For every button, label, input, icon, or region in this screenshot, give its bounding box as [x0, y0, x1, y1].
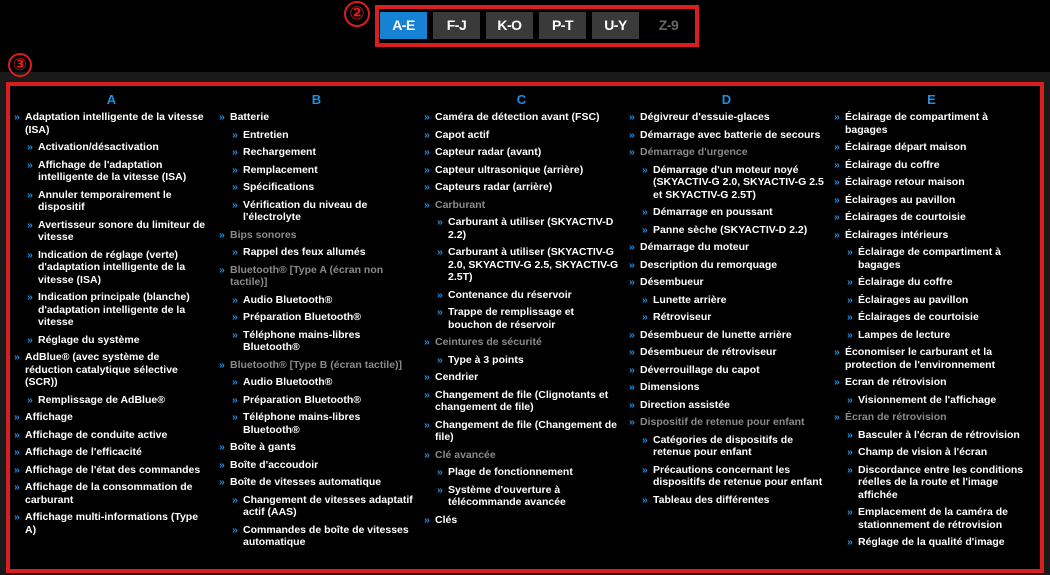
- index-entry-link[interactable]: » Adaptation intelligente de la vitesse (ISA): [14, 111, 209, 136]
- index-subentry-link[interactable]: » Remplacement: [232, 164, 414, 177]
- index-entry-link[interactable]: » Déverrouillage du capot: [629, 364, 824, 377]
- index-subentry-link[interactable]: » Préparation Bluetooth®: [232, 394, 414, 407]
- index-entry-link[interactable]: » Boîte à gants: [219, 441, 414, 454]
- index-subentry-link[interactable]: » Rétroviseur: [642, 311, 824, 324]
- index-subentry-link[interactable]: » Activation/désactivation: [27, 141, 209, 154]
- index-entry-link[interactable]: » Direction assistée: [629, 399, 824, 412]
- index-entry-link[interactable]: » Affichage de l'efficacité: [14, 446, 209, 459]
- index-entry-link[interactable]: » Batterie: [219, 111, 414, 124]
- index-entry-link[interactable]: » Désembueur de lunette arrière: [629, 329, 824, 342]
- index-entry-link[interactable]: » Cendrier: [424, 371, 619, 384]
- index-category-heading[interactable]: » Bips sonores: [219, 229, 414, 242]
- index-subentry-link[interactable]: » Indication de réglage (verte) d'adaptation intelligente de la vitesse (ISA): [27, 249, 209, 287]
- index-subentry-link[interactable]: » Démarrage en poussant: [642, 206, 824, 219]
- index-subentry-link[interactable]: » Lampes de lecture: [847, 329, 1029, 342]
- index-category-heading[interactable]: » Clé avancée: [424, 449, 619, 462]
- index-category-heading[interactable]: » Bluetooth® [Type B (écran tactile)]: [219, 359, 414, 372]
- index-subentry-link[interactable]: » Carburant à utiliser (SKYACTIV-D 2.2): [437, 216, 619, 241]
- index-subentry-link[interactable]: » Vérification du niveau de l'électrolyte: [232, 199, 414, 224]
- index-entry-link[interactable]: » Affichage de conduite active: [14, 429, 209, 442]
- index-entry-link[interactable]: » Boîte de vitesses automatique: [219, 476, 414, 489]
- index-subentry-link[interactable]: » Lunette arrière: [642, 294, 824, 307]
- index-subentry-link[interactable]: » Emplacement de la caméra de stationnement de rétrovision: [847, 506, 1029, 531]
- index-subentry-link[interactable]: » Catégories de dispositifs de retenue pour enfant: [642, 434, 824, 459]
- index-entry-link[interactable]: » Capot actif: [424, 129, 619, 142]
- index-entry-link[interactable]: » Capteur radar (avant): [424, 146, 619, 159]
- index-category-heading[interactable]: » Écran de rétrovision: [834, 411, 1029, 424]
- index-entry-link[interactable]: » Économiser le carburant et la protection de l'environnement: [834, 346, 1029, 371]
- index-subentry-link[interactable]: » Commandes de boîte de vitesses automatique: [232, 524, 414, 549]
- index-entry-link[interactable]: » Éclairages de courtoisie: [834, 211, 1029, 224]
- index-entry-link[interactable]: » Caméra de détection avant (FSC): [424, 111, 619, 124]
- index-subentry-link[interactable]: » Audio Bluetooth®: [232, 294, 414, 307]
- index-subentry-link[interactable]: » Trappe de remplissage et bouchon de réservoir: [437, 306, 619, 331]
- index-subentry-link[interactable]: » Type à 3 points: [437, 354, 619, 367]
- index-subentry-link[interactable]: » Carburant à utiliser (SKYACTIV-G 2.0, SKYACTIV-G 2.5, SKYACTIV-G 2.5T): [437, 246, 619, 284]
- index-entry-link[interactable]: » Boîte d'accoudoir: [219, 459, 414, 472]
- index-highlight-frame: [6, 82, 1044, 573]
- index-category-heading[interactable]: » Démarrage d'urgence: [629, 146, 824, 159]
- index-subentry-link[interactable]: » Champ de vision à l'écran: [847, 446, 1029, 459]
- index-category-heading[interactable]: » Ceintures de sécurité: [424, 336, 619, 349]
- index-entry-link[interactable]: » Éclairage retour maison: [834, 176, 1029, 189]
- callout-marker-2: ②: [344, 1, 370, 27]
- index-entry-link[interactable]: » Désembueur de rétroviseur: [629, 346, 824, 359]
- index-subentry-link[interactable]: » Réglage du système: [27, 334, 209, 347]
- tab-k-o[interactable]: K-O: [486, 12, 533, 39]
- tab-f-j[interactable]: F-J: [433, 12, 480, 39]
- index-subentry-link[interactable]: » Avertisseur sonore du limiteur de vitesse: [27, 219, 209, 244]
- index-entry-link[interactable]: » Éclairage de compartiment à bagages: [834, 111, 1029, 136]
- index-entry-link[interactable]: » Affichage multi-informations (Type A): [14, 511, 209, 536]
- index-subentry-link[interactable]: » Spécifications: [232, 181, 414, 194]
- index-entry-link[interactable]: » Clés: [424, 514, 619, 527]
- column-letter-heading: C: [516, 92, 527, 107]
- index-subentry-link[interactable]: » Panne sèche (SKYACTIV-D 2.2): [642, 224, 824, 237]
- index-entry-link[interactable]: » Éclairage du coffre: [834, 159, 1029, 172]
- column-letter-heading: D: [721, 92, 732, 107]
- index-subentry-link[interactable]: » Audio Bluetooth®: [232, 376, 414, 389]
- callout-marker-3: ③: [8, 53, 32, 77]
- tab-a-e[interactable]: A-E: [380, 12, 427, 39]
- index-column-e: [834, 92, 1039, 554]
- index-subentry-link[interactable]: » Téléphone mains-libres Bluetooth®: [232, 329, 414, 354]
- index-subentry-link[interactable]: » Éclairages de courtoisie: [847, 311, 1029, 324]
- index-subentry-link[interactable]: » Entretien: [232, 129, 414, 142]
- index-subentry-link[interactable]: » Éclairages au pavillon: [847, 294, 1029, 307]
- index-entry-link[interactable]: » Éclairages au pavillon: [834, 194, 1029, 207]
- index-subentry-link[interactable]: » Éclairage de compartiment à bagages: [847, 246, 1029, 271]
- index-subentry-link[interactable]: » Rappel des feux allumés: [232, 246, 414, 259]
- index-subentry-link[interactable]: » Système d'ouverture à télécommande avancée: [437, 484, 619, 509]
- index-subentry-link[interactable]: » Visionnement de l'affichage: [847, 394, 1029, 407]
- index-category-heading[interactable]: » Carburant: [424, 199, 619, 212]
- index-entry-link[interactable]: » Capteurs radar (arrière): [424, 181, 619, 194]
- index-entry-link[interactable]: » Démarrage avec batterie de secours: [629, 129, 824, 142]
- column-letter-heading: E: [927, 92, 936, 107]
- index-column-a: [14, 92, 219, 554]
- index-entry-link[interactable]: » Affichage: [14, 411, 209, 424]
- index-subentry-link[interactable]: » Contenance du réservoir: [437, 289, 619, 302]
- index-subentry-link[interactable]: » Démarrage d'un moteur noyé (SKYACTIV-G 2.0, SKYACTIV-G 2.5 et SKYACTIV-G 2.5T): [642, 164, 824, 202]
- index-subentry-link[interactable]: » Réglage de la qualité d'image: [847, 536, 1029, 549]
- index-subentry-link[interactable]: » Rechargement: [232, 146, 414, 159]
- index-column-c: [424, 92, 629, 554]
- index-column-b: [219, 92, 424, 554]
- index-subentry-link[interactable]: » Discordance entre les conditions réelles de la route et l'image affichée: [847, 464, 1029, 502]
- index-subentry-link[interactable]: » Préparation Bluetooth®: [232, 311, 414, 324]
- index-column-d: [629, 92, 834, 554]
- alphabet-tabs: [380, 12, 692, 39]
- index-entry-link[interactable]: » AdBlue® (avec système de réduction catalytique sélective (SCR)): [14, 351, 209, 389]
- column-letter-heading: B: [311, 92, 322, 107]
- index-category-heading[interactable]: » Bluetooth® [Type A (écran non tactile)]: [219, 264, 414, 289]
- tab-u-y[interactable]: U-Y: [592, 12, 639, 39]
- index-subentry-link[interactable]: » Éclairage du coffre: [847, 276, 1029, 289]
- index-entry-link[interactable]: » Ecran de rétrovision: [834, 376, 1029, 389]
- index-subentry-link[interactable]: » Précautions concernant les dispositifs de retenue pour enfant: [642, 464, 824, 489]
- index-entry-link[interactable]: » Éclairage départ maison: [834, 141, 1029, 154]
- tab-p-t[interactable]: P-T: [539, 12, 586, 39]
- index-entry-link[interactable]: » Affichage de l'état des commandes: [14, 464, 209, 477]
- tab-z-9: Z-9: [658, 17, 679, 33]
- index-entry-link[interactable]: » Capteur ultrasonique (arrière): [424, 164, 619, 177]
- index-subentry-link[interactable]: » Téléphone mains-libres Bluetooth®: [232, 411, 414, 436]
- index-entry-link[interactable]: » Dégivreur d'essuie-glaces: [629, 111, 824, 124]
- index-subentry-link[interactable]: » Annuler temporairement le dispositif: [27, 189, 209, 214]
- index-entry-link[interactable]: » Éclairages intérieurs: [834, 229, 1029, 242]
- index-entry-link[interactable]: » Démarrage du moteur: [629, 241, 824, 254]
- index-subentry-link[interactable]: » Affichage de l'adaptation intelligente de la vitesse (ISA): [27, 159, 209, 184]
- index-entry-link[interactable]: » Changement de file (Changement de file): [424, 419, 619, 444]
- column-letter-heading: A: [106, 92, 117, 107]
- index-entry-link[interactable]: » Changement de file (Clignotants et changement de file): [424, 389, 619, 414]
- index-subentry-link[interactable]: » Remplissage de AdBlue®: [27, 394, 209, 407]
- index-entry-link[interactable]: » Désembueur: [629, 276, 824, 289]
- index-subentry-link[interactable]: » Tableau des différentes: [642, 494, 824, 507]
- index-columns: [14, 92, 1039, 554]
- index-category-heading[interactable]: » Dispositif de retenue pour enfant: [629, 416, 824, 429]
- index-entry-link[interactable]: » Affichage de la consommation de carburant: [14, 481, 209, 506]
- index-subentry-link[interactable]: » Plage de fonctionnement: [437, 466, 619, 479]
- index-subentry-link[interactable]: » Basculer à l'écran de rétrovision: [847, 429, 1029, 442]
- index-entry-link[interactable]: » Dimensions: [629, 381, 824, 394]
- index-entry-link[interactable]: » Description du remorquage: [629, 259, 824, 272]
- index-subentry-link[interactable]: » Indication principale (blanche) d'adaptation intelligente de la vitesse: [27, 291, 209, 329]
- index-subentry-link[interactable]: » Changement de vitesses adaptatif actif (AAS): [232, 494, 414, 519]
